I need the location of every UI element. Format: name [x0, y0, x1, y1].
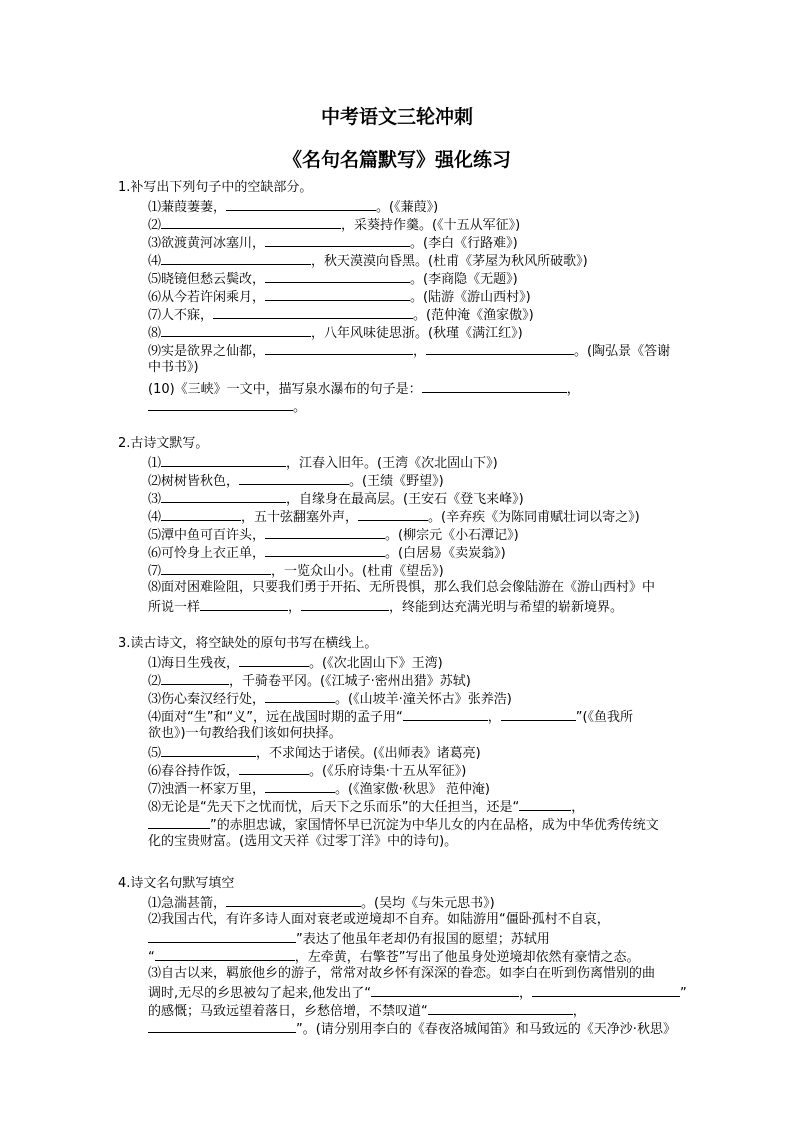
question-line: [148, 780, 490, 798]
question-line: [148, 690, 512, 708]
line-text: ⑻面对困难险阻，只要我们勇于开拓、无所畏惧，那么我们总会像陆游在《游山西村》中: [148, 580, 656, 595]
section-heading: [118, 876, 234, 892]
line-text: ⑺: [148, 564, 162, 579]
question-line: [148, 912, 610, 928]
answer-blank[interactable]: [148, 1020, 296, 1033]
line-text: ⑸潭中鱼可百许头，: [148, 528, 266, 543]
line-text: ⑴海日生残夜，: [148, 656, 240, 671]
line-text: 所说一样: [148, 600, 201, 615]
line-text: ⑶伤心秦汉经行处，: [148, 692, 266, 707]
line-text: ⑷: [148, 510, 162, 525]
line-text: ⑺人不寐，: [148, 308, 214, 323]
section-heading: [118, 180, 312, 196]
answer-blank[interactable]: [426, 342, 574, 355]
line-text: 。(陶弘景《答谢: [574, 344, 671, 359]
line-text: 4.诗文名句默写填空: [118, 876, 235, 891]
line-text: 。(《渔家傲·秋思》 范仲淹): [335, 782, 490, 797]
answer-blank[interactable]: [161, 672, 229, 685]
question-line: [148, 398, 306, 416]
question-line: [148, 562, 444, 580]
question-line: [148, 1002, 586, 1020]
line-text: ⑼实是欲界之仙都，: [148, 344, 266, 359]
question-line: [148, 762, 466, 780]
line-text: ”的赤胆忠诚，家国情怀早已沉淀为中华儿女的内在品格，成为中华优秀传统文: [210, 818, 659, 833]
question-line: [148, 198, 438, 216]
question-line: [148, 816, 659, 834]
line-text: ⑹可怜身上衣正单，: [148, 546, 266, 561]
line-text: ，秋天漠漠向昏黑。(杜甫《茅屋为秋风所破歌》): [311, 254, 588, 269]
line-text: ⑴: [148, 456, 162, 471]
answer-blank[interactable]: [161, 454, 286, 467]
line-text: ，一览众山小。(杜甫《望岳》): [271, 564, 444, 579]
answer-blank[interactable]: [226, 198, 376, 211]
answer-blank[interactable]: [148, 398, 293, 411]
line-text: 。(柳宗元《小石潭记》): [385, 528, 519, 543]
answer-blank[interactable]: [428, 1002, 573, 1015]
question-line: [148, 288, 531, 306]
answer-blank[interactable]: [501, 708, 576, 721]
answer-blank[interactable]: [532, 984, 680, 997]
answer-blank[interactable]: [265, 270, 410, 283]
question-line: [148, 798, 584, 816]
question-line: [148, 672, 471, 690]
line-text: ，: [487, 710, 501, 725]
line-text: 3.读古诗文，将空缺处的原句书写在横线上。: [118, 636, 378, 651]
answer-blank[interactable]: [148, 816, 210, 829]
line-text: 。(范仲淹《渔家傲》): [413, 308, 534, 323]
answer-blank[interactable]: [301, 598, 389, 611]
line-text: ⑶自古以来，羁旅他乡的游子，常常对故乡怀有深深的眷恋。如李白在听到伤离惜别的曲: [148, 966, 656, 981]
line-text: 中书书》): [148, 360, 199, 375]
answer-blank[interactable]: [161, 490, 286, 503]
question-line: [148, 544, 506, 562]
question-line: [148, 744, 481, 762]
line-text: 。(李商隐《无题》): [410, 272, 518, 287]
line-text: ⑷: [148, 254, 162, 269]
question-line: [148, 508, 640, 526]
line-text: ⑺浊酒一杯家万里，: [148, 782, 266, 797]
answer-blank[interactable]: [358, 508, 428, 521]
line-text: ，: [572, 1004, 586, 1019]
line-text: 。(吴均《与朱元思书》): [361, 896, 495, 911]
question-line: [148, 490, 524, 508]
line-text: ，不求闻达于诸侯。(《出师表》诸葛亮): [256, 746, 481, 761]
question-line: [148, 930, 550, 948]
line-text: ⑴急湍甚箭，: [148, 896, 227, 911]
answer-blank[interactable]: [265, 342, 413, 355]
line-text: ⑵: [148, 218, 162, 233]
line-text: ⑹从今若许闲乘月，: [148, 290, 266, 305]
question-line: [148, 306, 534, 324]
line-text: ”(《鱼我所: [575, 710, 634, 725]
answer-blank[interactable]: [148, 930, 296, 943]
question-line: [148, 1020, 676, 1038]
question-line: [148, 894, 495, 912]
question-line: [148, 834, 457, 850]
line-text: 化的宝贵财富。(选用文天祥《过零丁洋》中的诗句)。: [148, 834, 458, 849]
question-line: [148, 380, 580, 398]
line-text: 。(李白《行路难》): [410, 236, 518, 251]
line-text: 。(《次北固山下》王湾): [309, 656, 443, 671]
line-text: ⑸晓镜但愁云鬓改，: [148, 272, 266, 287]
section-heading: [118, 436, 208, 452]
question-line: [148, 580, 655, 596]
answer-blank[interactable]: [161, 216, 341, 229]
question-line: [148, 708, 633, 726]
question-line: [148, 234, 518, 252]
answer-blank[interactable]: [161, 744, 256, 757]
answer-blank[interactable]: [265, 690, 335, 703]
line-text: ，江春入旧年。(王湾《次北固山下》): [286, 456, 498, 471]
question-line: [148, 270, 518, 288]
answer-blank[interactable]: [213, 306, 413, 319]
line-text: ⑵树树皆秋色，: [148, 474, 240, 489]
line-text: ⑵: [148, 674, 162, 689]
answer-blank[interactable]: [265, 780, 335, 793]
line-text: ，五十弦翻塞外声，: [241, 510, 359, 525]
question-line: [148, 966, 655, 982]
answer-blank[interactable]: [239, 762, 309, 775]
line-text: 1.补写出下列句子中的空缺部分。: [118, 180, 313, 195]
line-text: ，自缘身在最高层。(王安石《登飞来峰》): [286, 492, 524, 507]
answer-blank[interactable]: [239, 654, 309, 667]
line-text: 。(陆游《游山西村》): [410, 290, 531, 305]
line-text: “: [148, 950, 155, 965]
line-text: ⑷面对“生”和“义”，远在战国时期的孟子用“: [148, 710, 403, 725]
line-text: ，: [566, 382, 580, 397]
line-text: 。: [293, 400, 307, 415]
line-text: ”。(请分别用李白的《春夜洛城闻笛》和马致远的《天净沙·秋思》: [296, 1022, 676, 1037]
line-text: ⑹春谷持作饭，: [148, 764, 240, 779]
question-line: [148, 526, 519, 544]
line-text: ⑻: [148, 326, 162, 341]
answer-blank[interactable]: [265, 234, 410, 247]
line-text: ⑴蒹葭萋萋，: [148, 200, 227, 215]
answer-blank[interactable]: [161, 562, 271, 575]
page-title: 中考语文三轮冲刺: [320, 106, 473, 128]
answer-blank[interactable]: [403, 708, 488, 721]
answer-blank[interactable]: [226, 894, 361, 907]
answer-blank[interactable]: [371, 984, 519, 997]
line-text: ⑵我国古代，有许多诗人面对衰老或逆境却不自弃。如陆游用“僵卧孤村不自哀，: [148, 912, 610, 927]
answer-blank[interactable]: [239, 472, 349, 485]
question-line: [148, 324, 523, 342]
question-line: [148, 984, 687, 1002]
line-text: ，: [413, 344, 427, 359]
answer-blank[interactable]: [422, 380, 567, 393]
question-line: [148, 472, 444, 490]
question-line: [148, 654, 443, 672]
answer-blank[interactable]: [155, 948, 295, 961]
question-line: [148, 454, 498, 472]
line-text: ⑻无论是“先天下之忧而忧，后天下之乐而乐”的大任担当，还是“: [148, 800, 520, 815]
question-line: [148, 948, 640, 966]
line-text: ，: [288, 600, 302, 615]
line-text: 。(白居易《卖炭翁》): [385, 546, 506, 561]
question-line: [148, 342, 670, 360]
page-subtitle: 《名句名篇默写》强化练习: [282, 149, 511, 171]
question-line: [148, 360, 199, 376]
line-text: 的感慨；马致远望着落日，乡愁倍增，不禁叹道“: [148, 1004, 428, 1019]
answer-blank[interactable]: [265, 544, 385, 557]
answer-blank[interactable]: [161, 508, 241, 521]
question-line: [148, 252, 588, 270]
line-text: ”表达了他虽年老却仍有报国的愿望；苏轼用: [296, 932, 550, 947]
line-text: ，终能到达充满光明与希望的崭新境界。: [389, 600, 624, 615]
line-text: 。(王绩《野望》): [349, 474, 444, 489]
line-text: 。(《乐府诗集·十五从军征》): [309, 764, 467, 779]
answer-blank[interactable]: [519, 798, 571, 811]
line-text: 欲也》)一句教给我们该如何抉择。: [148, 726, 342, 741]
line-text: 2.古诗文默写。: [118, 436, 209, 451]
answer-blank[interactable]: [161, 324, 311, 337]
line-text: 。(辛弃疾《为陈同甫赋壮词以寄之》): [428, 510, 640, 525]
line-text: 调时,无尽的乡思被勾了起来,他发出了“: [148, 986, 371, 1001]
question-line: [148, 598, 623, 616]
line-text: ”: [680, 986, 687, 1001]
line-text: ⑶欲渡黄河冰塞川，: [148, 236, 266, 251]
section-heading: [118, 636, 377, 652]
line-text: 。(《山坡羊·潼关怀古》张养浩): [335, 692, 512, 707]
line-text: ，: [519, 986, 533, 1001]
line-text: ⑶: [148, 492, 162, 507]
line-text: (10)《三峡》一文中，描写泉水瀑布的句子是：: [148, 382, 422, 397]
question-line: [148, 726, 342, 742]
line-text: ，采葵持作羹。(《十五从军征》): [341, 218, 521, 233]
answer-blank[interactable]: [265, 288, 410, 301]
answer-blank[interactable]: [200, 598, 288, 611]
line-text: ，: [571, 800, 585, 815]
line-text: ⑸: [148, 746, 162, 761]
question-line: [148, 216, 520, 234]
line-text: ，八年风味徒思浙。(秋瑾《满江红》): [311, 326, 523, 341]
answer-blank[interactable]: [161, 252, 311, 265]
answer-blank[interactable]: [265, 526, 385, 539]
line-text: ，千骑卷平冈。(《江城子·密州出猎》苏轼): [229, 674, 471, 689]
line-text: 。(《蒹葭》): [376, 200, 439, 215]
line-text: ，左牵黄，右擎苍”写出了他虽身处逆境却依然有豪情之态。: [294, 950, 640, 965]
